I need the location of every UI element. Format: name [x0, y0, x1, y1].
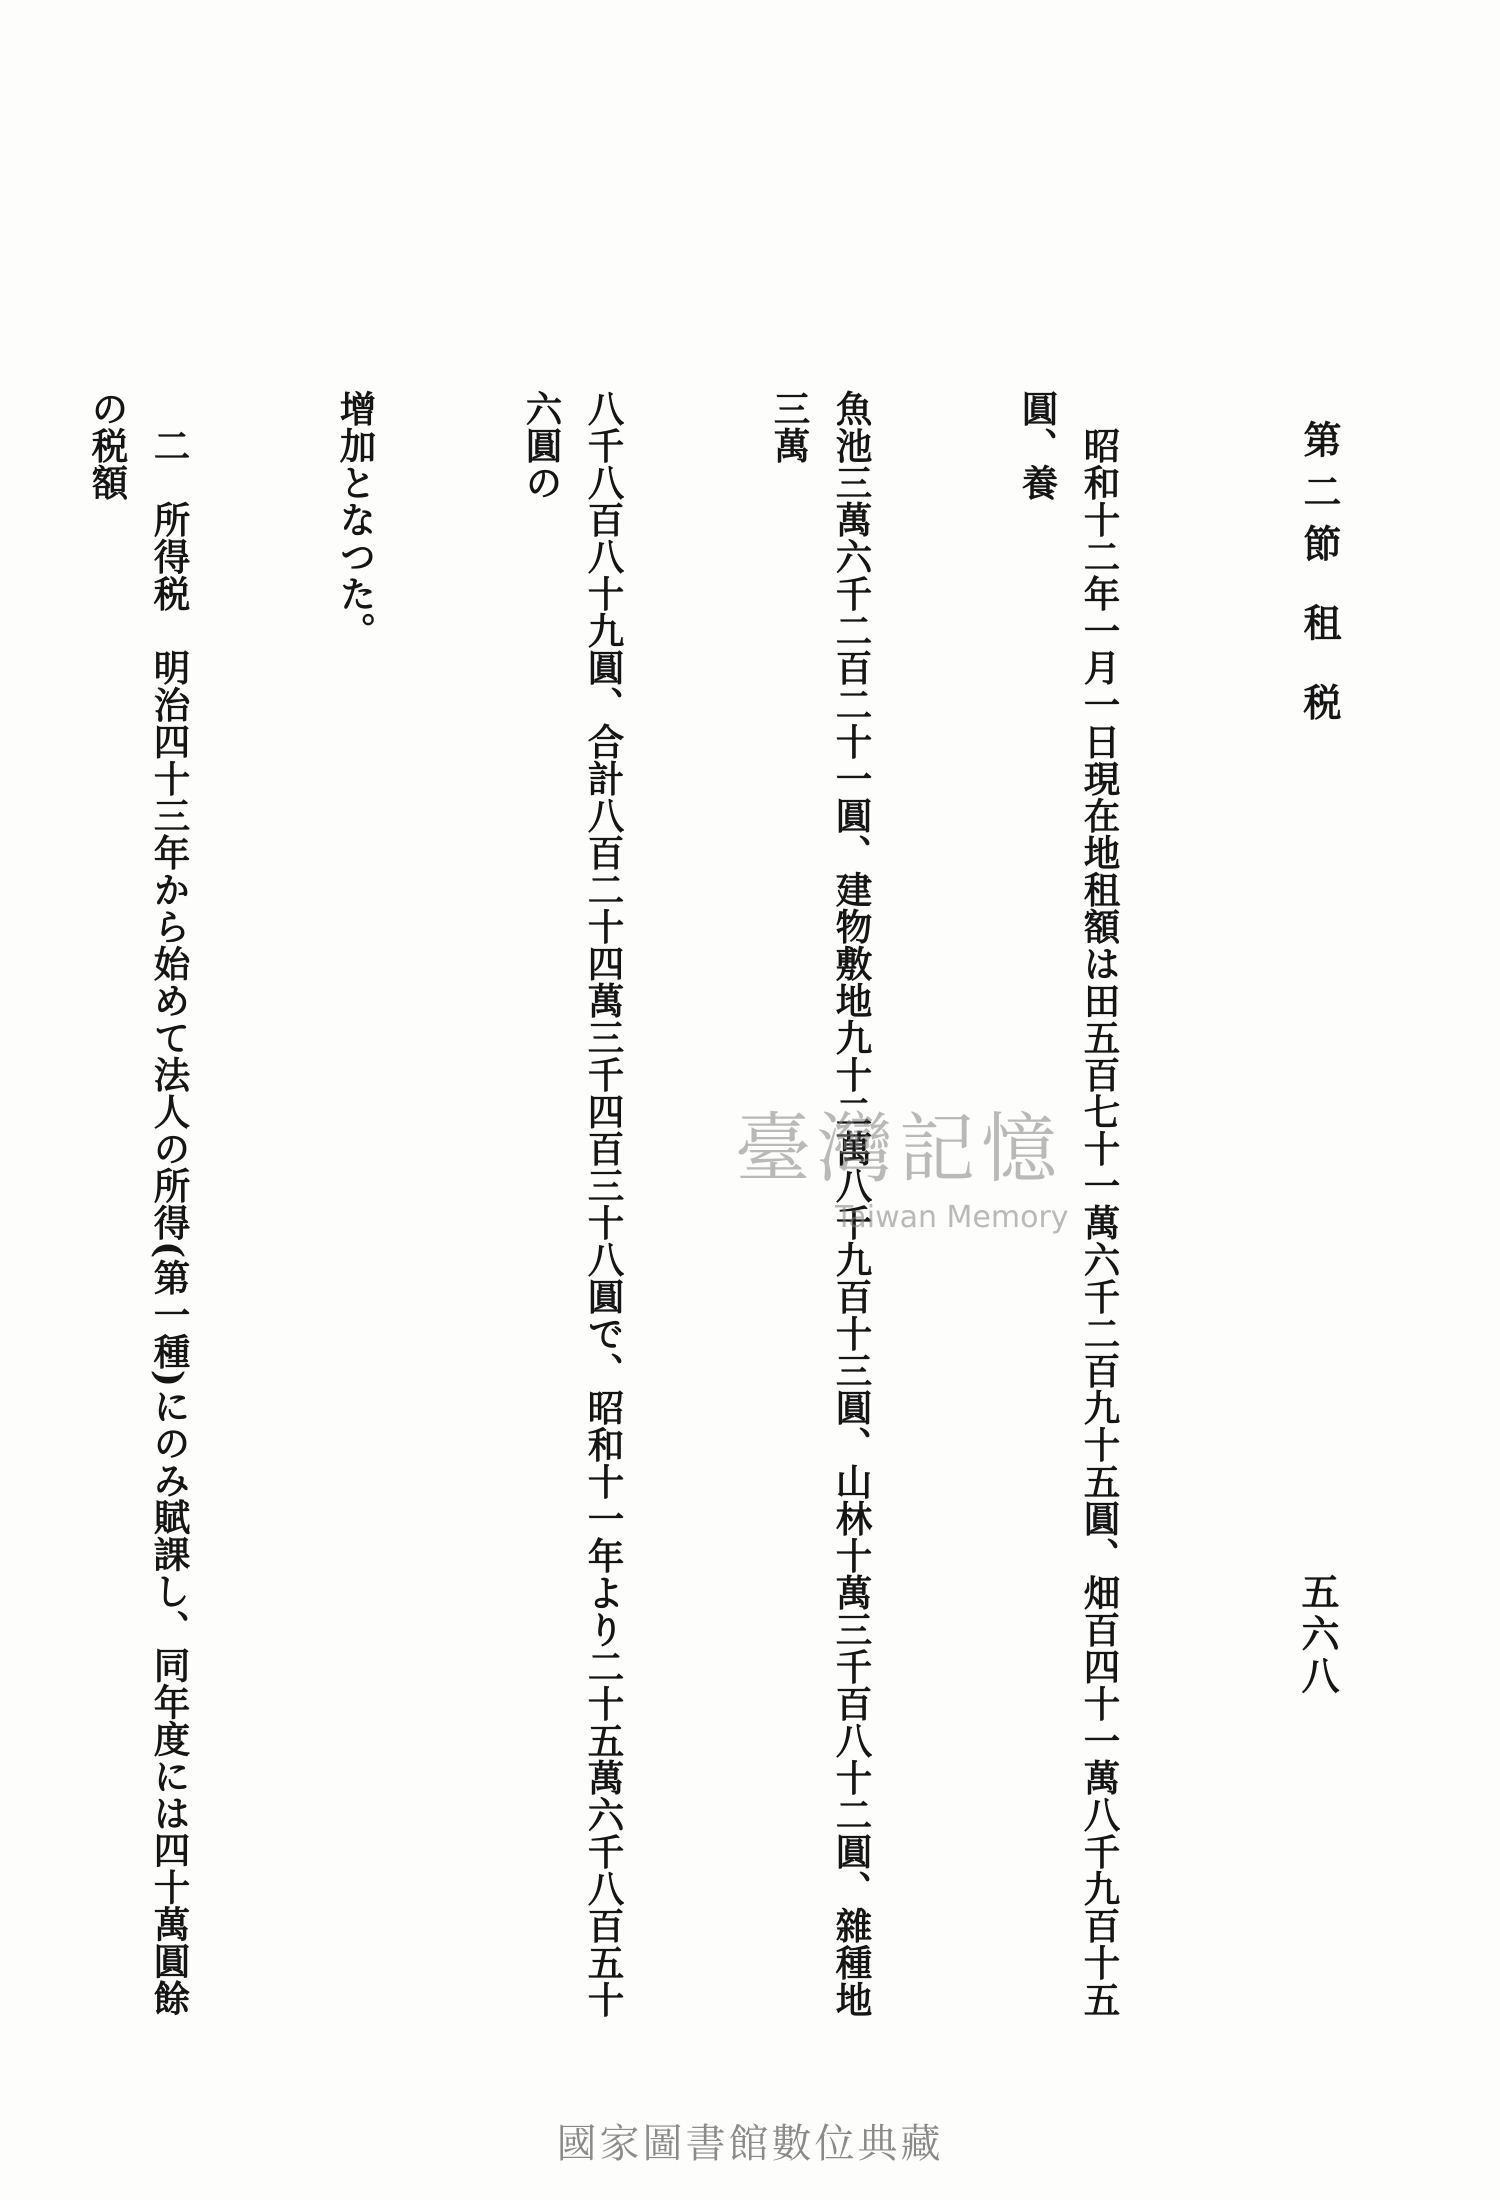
library-footer: 國家圖書館數位典藏: [556, 2121, 944, 2167]
text-column: 魚池三萬六千二百二十一圓、建物敷地九十二萬八千九百十三圓、山林十萬三千百八十二圓、雜種地三萬: [768, 390, 873, 2018]
section-title: 第二節 租 税: [1297, 420, 1342, 735]
text-column: 昭和十二年一月一日現在地租額は田五百七十一萬六千二百九十五圓、畑百四十一萬八千九百十五圓、養: [1016, 390, 1121, 2018]
watermark-subtext: Taiwan Memory: [835, 1200, 1069, 1235]
taiwan-memory-watermark: [735, 1088, 1135, 1248]
text-column: 二 所得税 明治四十三年から始めて法人の所得(第一種)にのみ賦課し、同年度には四十萬圓餘の税額: [86, 390, 191, 2017]
page-number: 五六八: [1295, 1572, 1340, 1698]
text-column: 增加となつた。: [334, 390, 377, 649]
watermark-text: 臺灣記憶: [735, 1104, 1063, 1193]
text-column: 八千八百八十九圓、合計八百二十四萬三千四百三十八圓で、昭和十一年より二十五萬六千八百五十六圓の: [520, 390, 625, 2018]
